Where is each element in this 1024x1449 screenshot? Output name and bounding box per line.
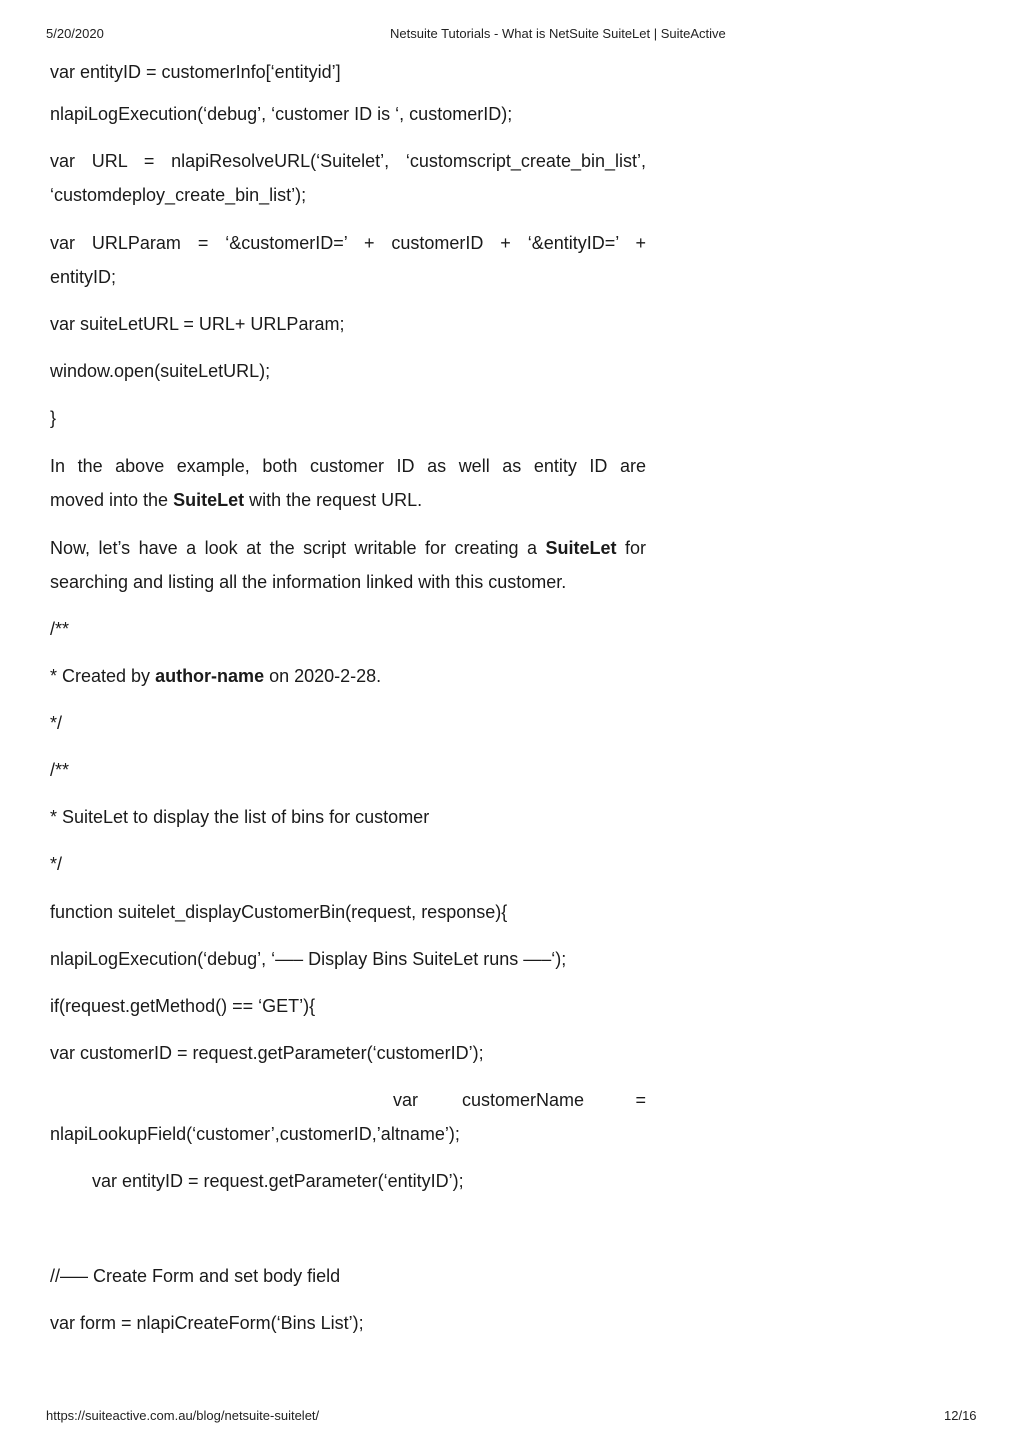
- text-span: var: [393, 1090, 419, 1110]
- header-title: Netsuite Tutorials - What is NetSuite SuiteLet | SuiteActive: [390, 26, 726, 41]
- code-line: var entityID = request.getParameter(‘entityID’);: [92, 1171, 464, 1191]
- code-line: * SuiteLet to display the list of bins for customer: [50, 807, 430, 827]
- code-line: //—– Create Form and set body field: [50, 1266, 341, 1286]
- code-line: var form = nlapiCreateForm(‘Bins List’);: [50, 1313, 364, 1333]
- code-line: /**: [50, 760, 70, 780]
- bold-term: author-name: [155, 666, 265, 686]
- paragraph-line: [50, 483, 646, 517]
- code-line: function suitelet_displayCustomerBin(request, response){: [50, 902, 508, 922]
- text-span: Now, let’s have a look at the script writable for creating a: [50, 538, 546, 558]
- code-line: entityID;: [50, 267, 117, 287]
- text-span: on 2020-2-28.: [264, 666, 382, 686]
- paragraph-line: [50, 531, 646, 565]
- code-line: if(request.getMethod() == ‘GET’){: [50, 996, 316, 1016]
- code-line: var customerID = request.getParameter(‘customerID’);: [50, 1043, 484, 1063]
- bold-term: SuiteLet: [173, 490, 245, 510]
- bold-term: SuiteLet: [545, 538, 617, 558]
- text-span: * Created by: [50, 666, 156, 686]
- code-line: nlapiLogExecution(‘debug’, ‘—– Display Bins SuiteLet runs —–‘);: [50, 949, 567, 969]
- code-line: nlapiLogExecution(‘debug’, ‘customer ID is ‘, customerID);: [50, 104, 513, 124]
- footer-url: https://suiteactive.com.au/blog/netsuite-suitelet/: [46, 1408, 320, 1423]
- text-span: moved into the: [50, 490, 174, 510]
- code-line: /**: [50, 619, 70, 639]
- text-span: =: [635, 1090, 646, 1110]
- code-line: [50, 659, 646, 693]
- page-number: 12/16: [944, 1408, 977, 1423]
- code-line: window.open(suiteLetURL);: [50, 361, 271, 381]
- code-line: ‘customdeploy_create_bin_list’);: [50, 185, 307, 205]
- header-date: 5/20/2020: [46, 26, 104, 41]
- code-line: var entityID = customerInfo[‘entityid’]: [50, 62, 341, 82]
- code-line: }: [50, 408, 57, 428]
- code-line: */: [50, 713, 63, 733]
- text-span: for: [616, 538, 646, 558]
- text-span: with the request URL.: [244, 490, 423, 510]
- paragraph-line: searching and listing all the information linked with this customer.: [50, 572, 567, 592]
- code-line: */: [50, 854, 63, 874]
- code-line: var URLParam = ‘&customerID=’ + customerID + ‘&entityID=’ +: [50, 233, 646, 253]
- code-line: var suiteLetURL = URL+ URLParam;: [50, 314, 345, 334]
- paragraph-line: In the above example, both customer ID as well as entity ID are: [50, 456, 646, 476]
- text-span: customerName: [462, 1090, 585, 1110]
- code-line: nlapiLookupField(‘customer’,customerID,’altname’);: [50, 1124, 460, 1144]
- code-line: var URL = nlapiResolveURL(‘Suitelet’, ‘customscript_create_bin_list’,: [50, 151, 646, 171]
